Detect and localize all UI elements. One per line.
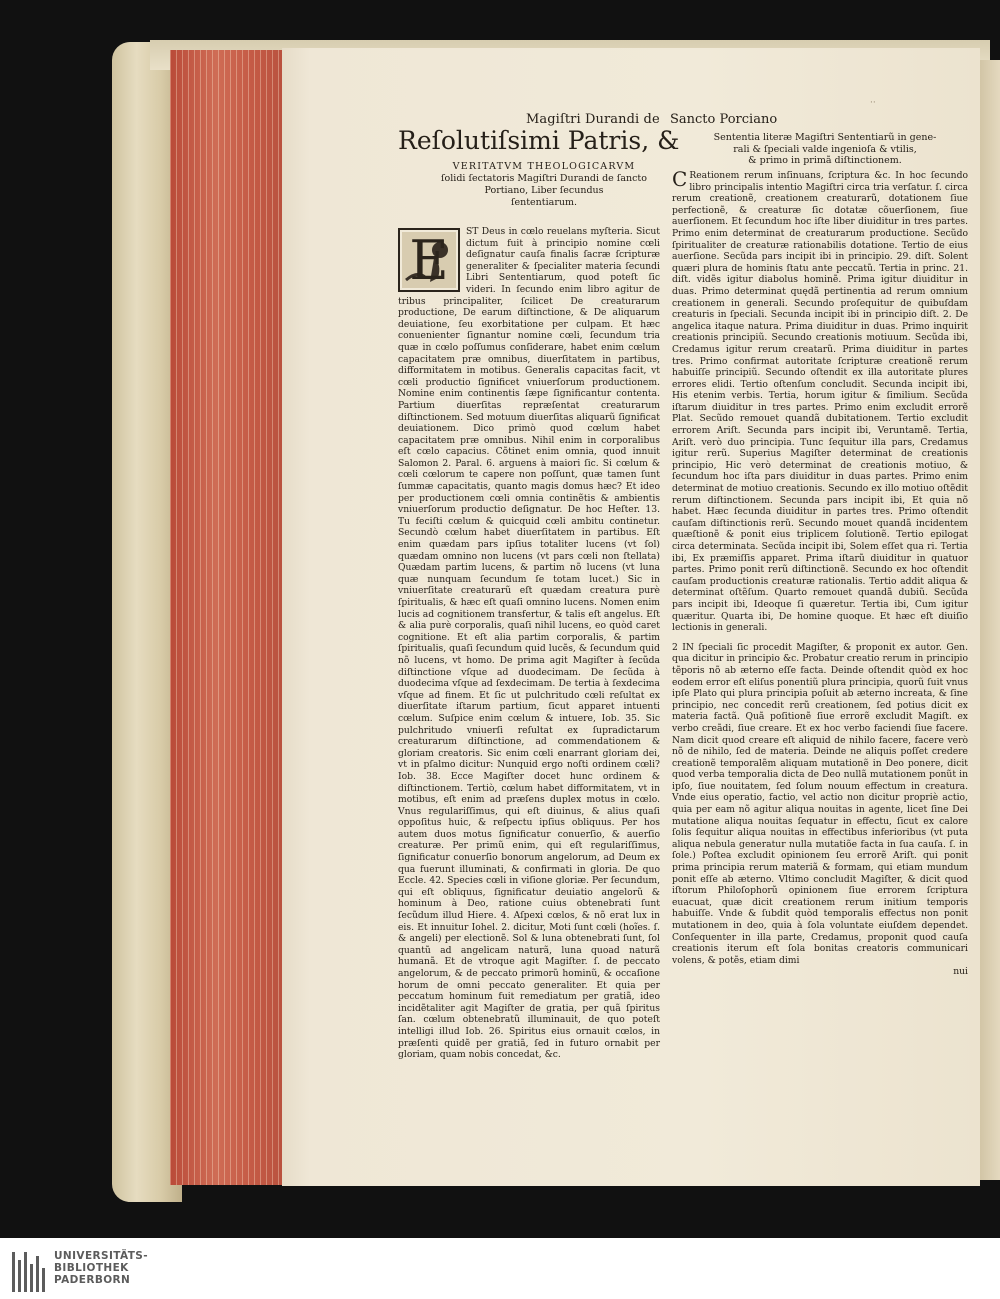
subtitle-line-3: Portiano, Liber ſecundus bbox=[484, 185, 604, 196]
library-name-line-1: UNIVERSITÄTS- bbox=[54, 1250, 149, 1262]
left-paragraph-1: ST Deus in cœlo reuelans myſteria. Sicut dictum fuit à principio nomine cœli deſignatur cauſa finalis ſacræ ſcripturæ generaliter & ſpecialiter materia ſecundi Libri Sententiarum, quod poteſt ſic videri. In ſecundo enim libro agitur de tribus principaliter, ſcilicet De creaturarum productione, De earum diſtinctione, & De aliquarum deuiatione, ſeu exorbitatione per culpam. Et hæc conuenienter ſignantur nomine cœli, ſecundum tria quæ in cœlo poſſumus conſiderare, habet enim cœlum capacitatem præ omnibus, diuerſitatem in partibus, difformitatem in motibus. Generalis capacitas facit, vt cœli productio ſignificet vniuerſorum productionem. Nomine enim continentis ſæpe ſignificantur contenta. Partium diuerſitas repræſentat creaturarum diſtinctionem. Sed motuum diuerſitas aliquarũ ſignificat deuiationem. Dico primò quod cœlum habet capacitatem præ omnibus. Nihil enim in corporalibus eſt cœlo capacius. Cõtinet enim omnia, quod innuit Salomon 2. Paral. 6. arguens à maiori ſic. Si cœlum & cœli cœlorum te capere non poſſunt, quæ tamen ſunt ſummæ capacitatis, quanto magis domus hæc? Et ideo per productionem cœli omnia continẽtis & ambientis vniuerſorum productio deſignatur. De hoc Heſter. 13. Tu feciſti cœlum & quicquid cœli ambitu continetur. Secundò cœlum habet diuerſitatem in partibus. Eſt enim quædam pars ipſius totaliter lucens (vt ſol) quædam omnino non lucens (vt pars cœli non ſtellata) Quædam partim lucens, & partim nõ lucens (vt luna quæ nunquam ſecundum ſe totam lucet.) Sic in vniuerſitate creaturarũ eſt quædam creatura purè ſpiritualis, & hæc eſt quaſi omnino lucens. Nomen enim lucis ad cognitionem transfertur, & talis eſt angelus. Eſt & alia purè corporalis, quaſi nihil lucens, eo quòd caret cognitione. Et eſt alia partim corporalis, & partim ſpiritualis, quaſi ſecundum quid lucẽs, & ſecundum quid nõ lucens, vt homo. De prima agit Magiſter à ſecũda diſtinctione vſque ad duodecimam. De ſecũda à duodecima vſque ad ſexdecimam. De tertia à ſexdecima vſque ad finem. Et ſic ut pulchritudo cœli reſultat ex diuerſitate iſtarum partium, ſicut apparet intuenti cœlum. Suſpice enim cœlum & intuere, Iob. 35. Sic pulchritudo vniuerſi reſultat ex ſupradictarum creaturarum diſtinctione, ad commendationem & gloriam creatoris. Sic enim cœli enarrant gloriam dei, vt in pſalmo dicitur: Nunquid ergo noſti ordinem cœli? Iob. 38. Ecce Magiſter docet hunc ordinem & diſtinctionem. Tertiò, cœlum habet difformitatem, vt in motibus, eſt enim ad præſens duplex motus in cœlo. Vnus regulariſſimus, qui eſt diuinus, & alius quaſi oppoſitus huic, & reſpectu ipſius obliquus. Per hos autem duos motus ſignificatur conuerſio, & auerſio creaturæ. Per primũ enim, qui eſt regulariſſimus, ſignificatur conuerſio bonorum angelorum, ad Deum ex qua fuerunt illuminati, & confirmati in gloria. De quo Eccle. 42. Species cœli in viſione gloriæ. Per ſecundum, qui eſt obliquus, ſignificatur deuiatio angelorũ & hominum à Deo, ratione cuius obtenebrati ſunt ſecũdum illud Hiere. 4. Aſpexi cœlos, & nõ erat lux in eis. Et innuitur Iohel. 2. dicitur, Moti ſunt cœli (hoĩes. ſ. & angeli) per electionẽ. Sol & luna obtenebrati ſunt, ſol quantũ ad angelicam naturã, luna quoad naturã humanã. Et de vtroque agit Magiſter. ſ. de peccato angelorum, & de peccato primorũ hominũ, & occaſione horum de omni peccato generaliter. Et quia per peccatum hominum fuit remediatum per gratiã, ideo incidẽtaliter agit Magiſter de gratia, per quã ſpiritus ſan. cœlum obtenebratũ illuminauit, de quo poteſt intelligi illud Iob. 26. Spiritus eius ornauit cœlos, in præſenti quidẽ per gratiã, ſed in futuro ornabit per gloriam, quam nobis concedat, &c. bbox=[398, 226, 660, 1061]
page-mark: ·· bbox=[870, 98, 876, 108]
library-name-line-3: PADERBORN bbox=[54, 1274, 131, 1286]
initial-letter: E bbox=[409, 229, 449, 292]
right-heading-line-1: Sententia literæ Magiſtri Sententiarũ in gene- bbox=[713, 132, 937, 143]
library-name bbox=[54, 1250, 148, 1286]
subtitle-line-2: ſolidi ſectatoris Magiſtri Durandi de ſancto bbox=[441, 173, 647, 184]
catchword: nui bbox=[953, 966, 968, 978]
right-column bbox=[672, 167, 968, 978]
right-heading-line-3: & primo in primã diſtinctionem. bbox=[748, 155, 902, 166]
library-logo-icon bbox=[12, 1252, 46, 1292]
right-heading bbox=[680, 132, 970, 167]
book-title: Reſolutiſsimi Patris, & bbox=[398, 126, 680, 155]
decorated-initial bbox=[398, 228, 460, 292]
right-heading-line-2: rali & ſpeciali valde ingenioſa & vtilis, bbox=[733, 143, 917, 155]
right-paragraph-1-text: Reationem rerum inſinuans, ſcriptura &c. In hoc ſecundo libro principalis intentio Magiſtri circa tria verſatur. ſ. circa rerum creationẽ, creationem creaturarũ, dotationem ſiue perfectionẽ, & creaturæ ſic dotatæ cõuerſionem, ſiue auerſionem. Et ſecundum hoc iſte liber diuiditur in tres partes. Primo enim determinat de creaturarum productione. Secũdo ſpiritualiter de creaturæ rationabilis dotatione. Tertio de eius auerſione. Secũda pars incipit ibi in principio. 29. diſt. Solent quæri plura de hominis ſtatu ante peccatũ. Tertia in princ. 21. diſt. vidẽs igitur diabolus hominẽ. Prima igitur diuiditur in duas. Primo determinat quędã pertinentia ad rerum omnium creationem in generali. Secundo proſequitur de quibuſdam creaturis in ſpeciali. Secunda incipit ibi in principio diſt. 2. De angelica itaque natura. Prima diuiditur in duas. Primo inquirit creationis principiũ. Secundo creationis motiuum. Secũda ibi, Credamus igitur rerum creatarũ. Prima diuiditur in partes tres. Primo confirmat autoritate ſcripturæ creationẽ rerum habuiſſe principiũ. Secundo oſtendit ex illa autoritate plures errores elidi. Tertio oſtenſum concludit. Secunda incipit ibi, His etenim verbis. Tertia, horum igitur & ſimilium. Secũda iſtarum diuiditur in tres partes. Primo enim excludit errorẽ Plat. Secũdo remouet quandã dubitationem. Tertio excludit errorem Ariſt. Secunda pars incipit ibi, Veruntamẽ. Tertia, Ariſt. verò duo principia. Tunc ſequitur illa pars, Credamus igitur rerũ. Superius Magiſter determinat de creationis principio, Hic verò determinat de creationis motiuo, & ſecundum hoc iſta pars diuiditur in duas partes. Primo enim determinat de motiuo creationis. Secundo ex illo motiuo oſtẽdit rerum diſtinctionem. Secunda pars incipit ibi, Et quia nõ habet. Hæc ſecunda diuiditur in partes tres. Primo oſtendit cauſam diſtinctionis rerũ. Secundo mouet quandã incidentem quæſtionẽ & ponit eius triplicem ſolutionẽ. Tertio epilogat circa determinata. Secũda incipit ibi, Solem eſſet qua ri. Tertia ibi, Ex præmiſſis apparet. Prima iſtarũ diuiditur in quatuor partes. Primo ponit rerũ diſtinctionẽ. Secundo ex hoc oſtendit cauſam productionis creaturæ rationalis. Tertio addit aliqua & determinat oſtẽſum. Quarto remouet quandã dubiũ. Secũda pars incipit ibi, Ideoque ſi quæretur. Tertia ibi, Cum igitur quæritur. Quarta ibi, De homine quoque. Et hæc eſt diuiſio lectionis in generali. bbox=[672, 170, 968, 634]
running-head-left: Magiſtri Durandi de bbox=[526, 112, 660, 127]
left-column bbox=[398, 226, 660, 1061]
library-name-line-2: BIBLIOTHEK bbox=[54, 1262, 129, 1274]
right-paragraph-2: 2 IN ſpeciali ſic procedit Magiſter, & proponit ex autor. Gen. qua dicitur in principio &c. Probatur creatio rerum in principio tẽporis nõ ab æterno eſſe facta. Deinde oſtendit quòd ex hoc eodem error eſt eliſus ponentiũ plura principia, quorũ ſuit vnus ipſe Plato qui plura principia poſuit ab æterno increata, & ſine principio, nec concedit rerũ creationem, ſed potius dicit ex materia factã. Quã poſitionẽ ſiue errorẽ excludit Magiſt. ex verbo creãdi, ſiue creare. Et ex hoc verbo faciendi ſiue facere. Nam dicit quod creare eſt aliquid de nihilo facere, facere verò nõ de nihilo, ſed de materia. Deinde ne aliquis poſſet credere creationẽ temporalẽm aliquam mutationẽ in Deo ponere, dicit quod verba temporalia dicta de Deo nullã mutationem ponũt in ipſo, ſiue nouitatem, ſed ſolum nouum effectum in creatura. Vnde eius operatio, factio, vel actio non dicitur propriè actio, quia per eam nõ agitur aliqua nouitas in agente, licet ſine Dei mutatione aliqua nouitas ſequatur in effectu, ſicut ex calore ſolis ſequitur aliqua nouitas in effectibus inferioribus (vt puta aliqua nebula generatur nulla mutatiõe facta in ſua cauſa. ſ. in ſole.) Poſtea excludit opinionem ſeu errorẽ Ariſt. qui ponit prima principia rerum materiã & formam, qui etiam mundum ponit eſſe ab æterno. Vltimo concludit Magiſter, & dicit quod iſtorum Philoſophorũ opinionem ſiue errorem ſcriptura euacuat, quæ dicit creationem rerum initium temporis habuiſſe. Vnde & ſubdit quòd temporalis effectus non ponit mutationem in deo, quia à ſola voluntate eiuſdem dependet. Conſequenter in illa parte, Credamus, proponit quod cauſa creationis iterum eſt ſola bonitas creatoris communicari volens, & potẽs, etiam dimi bbox=[672, 641, 968, 966]
right-paragraph-1 bbox=[672, 167, 968, 634]
running-head-right: Sancto Porciano bbox=[670, 112, 778, 127]
subtitle-line-1: VERITATVM THEOLOGICARVM bbox=[452, 161, 636, 172]
book-subtitle bbox=[404, 161, 684, 209]
red-page-edges bbox=[170, 50, 285, 1185]
subtitle-line-4: ſententiarum. bbox=[510, 197, 578, 208]
initial-c: C bbox=[672, 167, 688, 191]
footer-bar bbox=[0, 1238, 1000, 1299]
